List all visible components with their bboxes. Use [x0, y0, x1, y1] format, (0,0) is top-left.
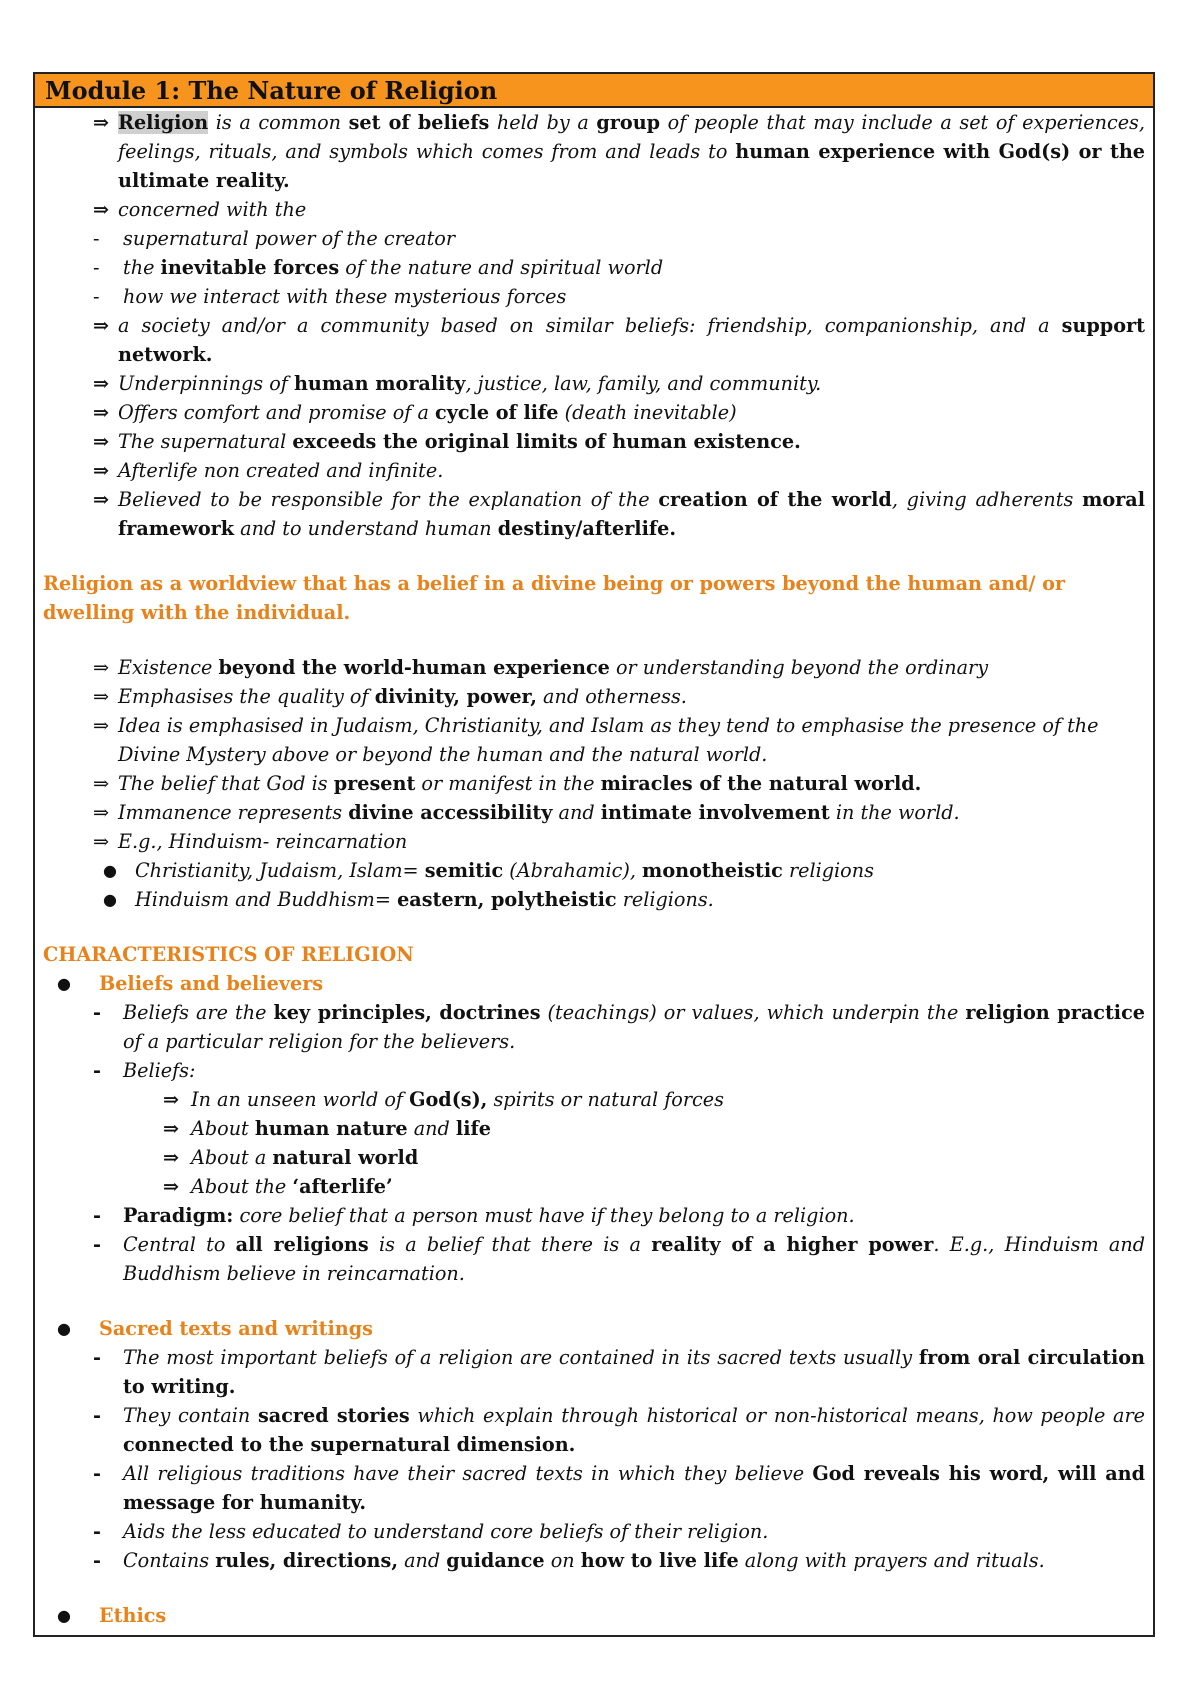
dash-item: - the inevitable forces of the nature and spiritual world: [93, 256, 664, 279]
dash-item: - The most important beliefs of a religion are contained in its sacred texts usually from oral circulation to writing.: [93, 1346, 1145, 1398]
arrow-item: ⇒ Offers comfort and promise of a cycle of life (death inevitable): [93, 401, 737, 424]
arrow-marker: ⇒: [93, 111, 110, 134]
dash-item: - supernatural power of the creator: [93, 227, 456, 250]
dash-item: - Central to all religions is a belief that there is a reality of a higher power. E.g., Hinduism and Buddhism believe in reincarnation.: [93, 1233, 1145, 1285]
dash-item: - Contains rules, directions, and guidance on how to live life along with prayers and rituals.: [93, 1549, 1045, 1572]
arrow-item: ⇒ Immanence represents divine accessibility and intimate involvement in the world.: [93, 801, 960, 824]
characteristics-heading: CHARACTERISTICS OF RELIGION: [43, 943, 414, 966]
dash-item: - All religious traditions have their sacred texts in which they believe God reveals his word, will and message for humanity.: [93, 1462, 1145, 1514]
dash-item: - Aids the less educated to understand core beliefs of their religion.: [93, 1520, 769, 1543]
dash-item: - Beliefs:: [93, 1059, 196, 1082]
arrow-item: ⇒ About a natural world: [163, 1146, 419, 1169]
arrow-item: ⇒ In an unseen world of God(s), spirits or natural forces: [163, 1088, 724, 1111]
document-content: [35, 108, 1153, 1630]
section-beliefs: ● Beliefs and believers: [57, 972, 324, 995]
arrow-item: ⇒ E.g., Hinduism- reincarnation: [93, 830, 408, 853]
arrow-item: ⇒ Idea is emphasised in Judaism, Christianity, and Islam as they tend to emphasise the presence of the Divine Mystery above or beyond the human and the natural world.: [93, 714, 1099, 766]
arrow-item: ⇒ The supernatural exceeds the original limits of human existence.: [93, 430, 801, 453]
section-ethics: ● Ethics: [57, 1604, 167, 1627]
dash-item: - Beliefs are the key principles, doctrines (teachings) or values, which underpin the religion practice of a particular religion for the believers.: [93, 1001, 1145, 1053]
bullet-item: ● Hinduism and Buddhism= eastern, polytheistic religions.: [103, 888, 714, 911]
arrow-item: ⇒ Existence beyond the world-human experience or understanding beyond the ordinary: [93, 656, 989, 679]
dash-item: - Paradigm: core belief that a person must have if they belong to a religion.: [93, 1204, 855, 1227]
module-box: [33, 72, 1155, 1637]
dash-item: - how we interact with these mysterious forces: [93, 285, 567, 308]
section-sacred-texts: ● Sacred texts and writings: [57, 1317, 373, 1340]
module-title: Module 1: The Nature of Religion: [45, 75, 498, 105]
arrow-item: ⇒ a society and/or a community based on similar beliefs: friendship, companionship, and a support network.: [93, 314, 1145, 366]
arrow-item: ⇒ Believed to be responsible for the explanation of the creation of the world, giving adherents moral framework and to understand human destiny/afterlife.: [93, 488, 1146, 540]
arrow-item: ⇒ Underpinnings of human morality, justice, law, family, and community.: [93, 372, 822, 395]
dash-item: - They contain sacred stories which explain through historical or non-historical means, how people are connected to the supernatural dimension.: [93, 1404, 1145, 1456]
module-header: [35, 74, 1153, 108]
arrow-item: ⇒ Afterlife non created and infinite.: [93, 459, 444, 482]
worldview-heading: Religion as a worldview that has a belief in a divine being or powers beyond the human and/ or dwelling with the individual.: [43, 572, 1066, 624]
arrow-item: ⇒ concerned with the: [93, 198, 307, 221]
arrow-item: ⇒ Emphasises the quality of divinity, power, and otherness.: [93, 685, 687, 708]
arrow-item: ⇒ About the ‘afterlife’: [163, 1175, 393, 1198]
arrow-item: ⇒ The belief that God is present or manifest in the miracles of the natural world.: [93, 772, 922, 795]
bullet-item: ● Christianity, Judaism, Islam= semitic (Abrahamic), monotheistic religions: [103, 859, 874, 882]
arrow-item: ⇒ Religion is a common set of beliefs held by a group of people that may include a set of experiences, feelings, rituals, and symbols which comes from and leads to human experience with God(s) or the ultimate reality.: [43, 108, 1145, 195]
arrow-item: ⇒ About human nature and life: [163, 1117, 491, 1140]
